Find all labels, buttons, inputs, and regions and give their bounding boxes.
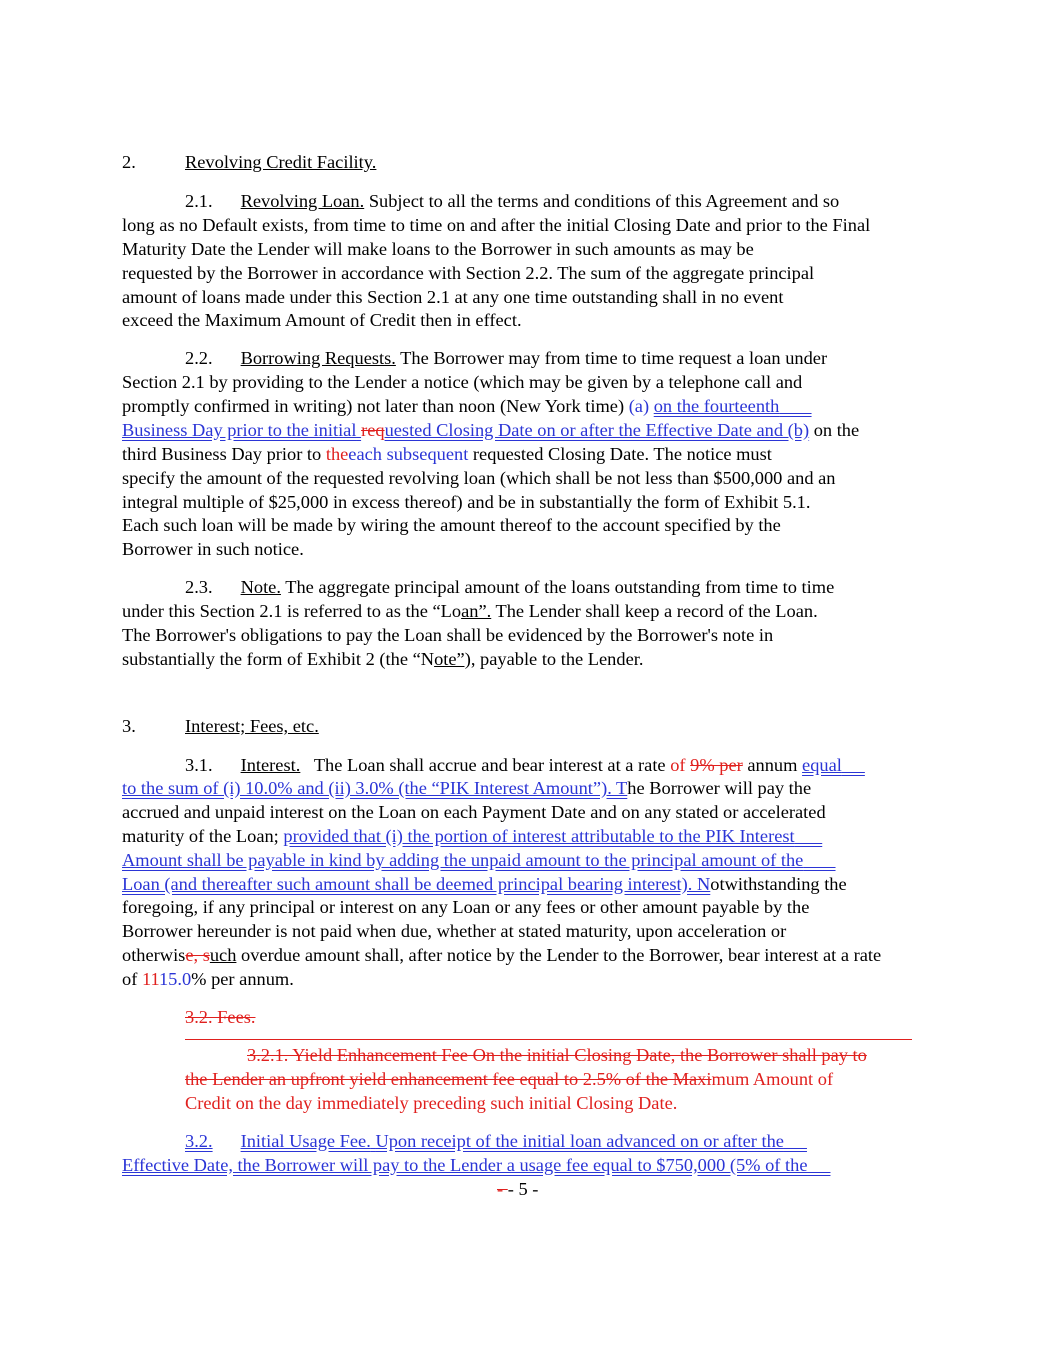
para-3-1-line-8: Borrower hereunder is not paid when due, whether at stated maturity, upon acceleration or [122,921,787,941]
defined-term: ote”), [434,649,476,669]
inserted-text: each subsequent [348,444,469,464]
para-2-2-text: The Borrower may from time to time request a loan under [400,348,828,368]
deleted-paragraph-rule [185,1039,912,1040]
para-2-1-title: Revolving Loan. [240,191,365,211]
para-2-3-line-2 [122,599,818,623]
para-2-2-number: 2.2. [185,348,213,368]
deleted-fees-line-2 [185,1067,833,1091]
inserted-text: (a) [628,396,650,416]
para-2-1-line-3: Maturity Date the Lender will make loans to the Borrower in such amounts as may be [122,239,754,259]
para-2-2-line-8: Each such loan will be made by wiring the amount thereof to the account specified by the [122,515,781,535]
para-2-2-line-9: Borrower in such notice. [122,539,304,559]
defined-term: an”. [461,601,492,621]
deleted-text: req [361,420,385,440]
inserted-text: Upon receipt of the initial loan advanced on or after the [375,1131,784,1151]
para-3-1-line-10-text: of [122,969,138,989]
inserted-text: 15.0 [158,969,192,989]
para-3-1-line-10 [122,967,294,991]
para-3-1-line-6-text: otwithstanding the [710,874,847,894]
deleted-text: 11 [141,969,159,989]
deleted-fees-heading: 3.2. Fees. [185,1007,256,1027]
inserted-padding [784,1131,807,1151]
para-2-3-line-4-text: substantially the form of Exhibit 2 (the “N [122,649,435,669]
inserted-padding [803,850,835,870]
para-3-1-text: The Loan shall accrue and bear interest at a rate [313,755,666,775]
inserted-padding [779,396,811,416]
inserted-text: on the fourteenth [653,396,780,416]
deleted-text: the [325,444,349,464]
para-2-2-line-1 [185,346,827,370]
para-2-1-line-2: long as no Default exists, from time to time on and after the initial Closing Date and prior to the Final [122,215,871,235]
para-3-1-line-2 [122,776,811,800]
deleted-footer-mark: - [497,1179,508,1199]
para-2-2-line-4 [122,418,859,442]
para-3-1-line-9-text-3: overdue amount shall, after notice by the Lender to the Borrower, bear interest at a rate [236,945,882,965]
para-3-1-line-7: foregoing, if any principal or interest on any Loan or any fees or other amount payable by the [122,897,810,917]
section-2-number: 2. [122,152,136,172]
para-3-1-line-10-text-2: % per annum. [191,969,294,989]
deleted-text-remainder: mum Amount of [711,1069,834,1089]
para-3-1-line-5 [122,848,836,872]
para-3-1-line-4 [122,824,822,848]
para-2-3-line-1 [185,575,834,599]
para-2-1-line-4: requested by the Borrower in accordance with Section 2.2. The sum of the aggregate principal [122,263,815,283]
deleted-fees-line-3: Credit on the day immediately preceding such initial Closing Date. [185,1093,678,1113]
para-2-2-line-5-text: third Business Day prior to [122,444,322,464]
inserted-text: provided that (i) the portion of interest attributable to the PIK Interest [283,826,795,846]
para-2-3-line-3: The Borrower's obligations to pay the Loan shall be evidenced by the Borrower's note in [122,625,774,645]
para-3-1-line-2-text: he Borrower will pay the [627,778,812,798]
para-2-1-line-5: amount of loans made under this Section 2.1 at any one time outstanding shall in no event [122,287,784,307]
inserted-text: to the sum of (i) 10.0% and (ii) 3.0% (the “PIK Interest Amount”). T [122,778,628,798]
inserted-text: equal [802,755,842,775]
para-2-1-line-1 [185,189,839,213]
para-2-2-line-4-text: on the [813,420,860,440]
para-3-1-title: Interest. [240,755,301,775]
para-2-1-line-6: exceed the Maximum Amount of Credit then in effect. [122,310,522,330]
page-footer [497,1177,538,1201]
deleted-text: e, s [185,945,210,965]
para-3-2-line-1 [185,1129,807,1153]
para-3-1-text-2: annum [747,755,798,775]
inserted-text: Business Day prior to the initial [122,420,357,440]
deleted-fees-line-1: 3.2.1. Yield Enhancement Fee On the initial Closing Date, the Borrower shall pay to [247,1045,867,1065]
inserted-padding [807,1155,830,1175]
para-3-2-title: Initial Usage Fee. [240,1131,371,1151]
section-3-heading: Interest; Fees, etc. [185,716,319,736]
para-2-2-line-5 [122,442,772,466]
para-3-1-line-4-text: maturity of the Loan; [122,826,279,846]
deleted-text: 9% per [690,755,743,775]
para-2-2-line-2: Section 2.1 by providing to the Lender a notice (which may be given by a telephone call and [122,372,803,392]
deleted-text: the Lender an upfront yield enhancement fee equal to 2.5% of the Maxi [185,1069,712,1089]
para-2-2-line-3-text: promptly confirmed in writing) not later than noon (New York time) [122,396,625,416]
para-3-2-line-2 [122,1153,830,1177]
para-2-2-line-3 [122,394,812,418]
inserted-text: Effective Date, the Borrower will pay to the Lender a usage fee equal to $750,000 (5% of the [122,1155,808,1175]
para-2-3-text: The aggregate principal amount of the loans outstanding from time to time [285,577,835,597]
deleted-text: of [670,755,686,775]
para-2-3-title: Note. [240,577,281,597]
para-3-1-line-3: accrued and unpaid interest on the Loan on each Payment Date and on any stated or accelerated [122,802,826,822]
para-3-1-line-6 [122,872,847,896]
para-2-1-text: Subject to all the terms and conditions of this Agreement and so [368,191,840,211]
para-2-2-line-5-text-2: requested Closing Date. The notice must [472,444,772,464]
inserted-padding [795,826,823,846]
para-3-1-line-1 [185,753,865,777]
inserted-padding [842,755,865,775]
para-2-1-number: 2.1. [185,191,213,211]
para-3-1-line-9 [122,943,881,967]
inserted-text: Amount shall be payable in kind by adding the unpaid amount to the principal amount of the [122,850,804,870]
para-2-2-line-6: specify the amount of the requested revolving loan (which shall be not less than $500,000 and an [122,468,836,488]
para-2-2-line-7: integral multiple of $25,000 in excess thereof) and be in substantially the form of Exhibit 5.1. [122,492,811,512]
para-2-3-line-2-text: under this Section 2.1 is referred to as the “Lo [122,601,462,621]
para-2-3-line-2-text-2: The Lender shall keep a record of the Loan. [491,601,818,621]
inserted-text: uested Closing Date on or after the Effective Date and (b) [384,420,810,440]
para-2-3-line-4-text-2: payable to the Lender. [475,649,644,669]
para-3-1-line-9-text-2: uch [209,945,237,965]
section-3-number: 3. [122,716,136,736]
inserted-text: Loan (and thereafter such amount shall be deemed principal bearing interest). N [122,874,711,894]
para-2-3-number: 2.3. [185,577,213,597]
para-3-1-number: 3.1. [185,755,213,775]
section-2-heading: Revolving Credit Facility. [185,152,377,172]
para-2-3-line-4 [122,647,643,671]
para-3-2-number: 3.2. [185,1131,213,1151]
para-3-1-line-9-text: otherwis [122,945,186,965]
page-number: - 5 - [507,1179,539,1199]
para-2-2-title: Borrowing Requests. [240,348,396,368]
